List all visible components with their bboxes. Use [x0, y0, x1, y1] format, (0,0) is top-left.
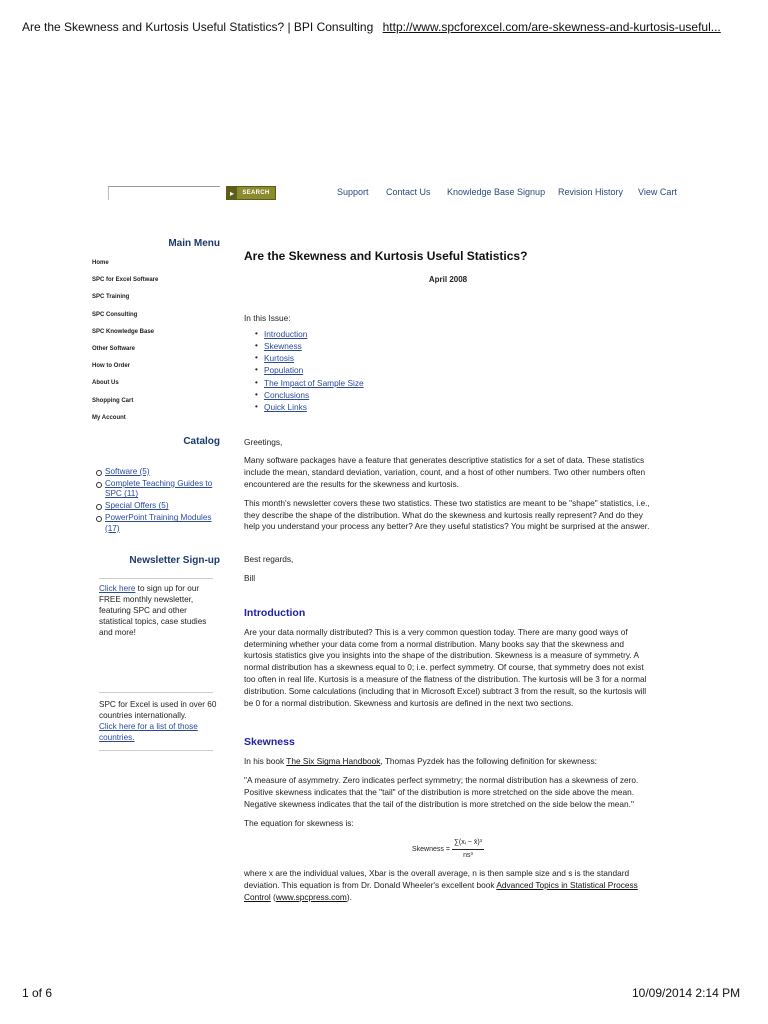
toc-link-population[interactable]: Population — [264, 365, 304, 376]
spcpress-link[interactable]: www.spcpress.com — [275, 891, 347, 902]
divider — [99, 692, 213, 693]
section-heading-skewness: Skewness — [244, 736, 295, 749]
equation-numerator: ∑(xᵢ − x̄)³ — [452, 837, 484, 850]
equation-denominator: ns³ — [463, 852, 473, 860]
menu-item-spc-training[interactable]: SPC Training — [92, 294, 130, 301]
menu-item-spc-software[interactable]: SPC for Excel Software — [92, 277, 159, 284]
article — [244, 248, 652, 903]
menu-item-shopping-cart[interactable]: Shopping Cart — [92, 397, 134, 404]
catalog-link-software[interactable]: Software (5) — [105, 466, 150, 476]
paragraph-intro-2: This month's newsletter covers these two statistics. These two statistics are meant to be "shape" statistics, i.e., they describe the shape of the distribution. What do the skewness and kurtosis really represent? And do they help you understand your process any better? Are they useful statistics? You might be surprised at the answer. — [244, 497, 650, 532]
toc-link-conclusions[interactable]: Conclusions — [264, 390, 310, 401]
list-item — [255, 328, 652, 340]
text-span: , Thomas Pyzdek has the following definition for skewness: — [380, 756, 597, 767]
menu-item-spc-consulting[interactable]: SPC Consulting — [92, 311, 138, 318]
menu-item-how-to-order[interactable]: How to Order — [92, 363, 131, 370]
paragraph-introduction: Are your data normally distributed? This is a very common question today. There are many good ways of determining whether your data come from a normal distribution. Many books say that the skewness and kurtosis statistics give you insights into the shape of the distribution. Skewness is a measure of symmetry. A normal distribution has a skewness equal to 0; i.e. perfect symmetry. Of course, that symmetry does not exist too often in real life. Kurtosis is a measure of the flatness of the distribution. The kurtosis will be 3 for a normal distribution. Some calculations (including that in Microsoft Excel) subtract 3 from the result, so the kurtosis will be 0 for a normal distribution. Skewness and kurtosis are defined in the next two sections. — [244, 626, 647, 708]
menu-item-my-account[interactable]: My Account — [92, 414, 126, 421]
text-span: In his book — [244, 756, 287, 767]
list-item — [255, 389, 652, 401]
catalog-list — [92, 467, 220, 535]
countries-text: SPC for Excel is used in over 60 countries internationally. — [99, 700, 217, 721]
menu-item-home[interactable]: Home — [92, 260, 109, 266]
catalog-link-teaching-guides[interactable]: Complete Teaching Guides to SPC (11) — [105, 478, 213, 499]
toc-link-quick-links[interactable]: Quick Links — [264, 402, 307, 413]
print-page-title: Are the Skewness and Kurtosis Useful Statistics? | BPI Consulting — [22, 20, 374, 34]
countries-paragraph — [99, 722, 220, 744]
arrow-right-icon: ▸ — [227, 187, 237, 199]
list-item — [255, 364, 652, 376]
text-span: where x are the individual values, Xbar is the overall average, n is then sample size and s is the standard deviation. This equation is from Dr. Donald Wheeler's excellent book — [244, 868, 630, 890]
book-link-six-sigma-handbook[interactable]: The Six Sigma Handbook — [286, 756, 381, 767]
list-item — [92, 501, 220, 512]
toc-link-sample-size[interactable]: The Impact of Sample Size — [264, 377, 364, 388]
equation-fraction — [452, 837, 484, 862]
article-date: April 2008 — [428, 275, 468, 284]
divider — [99, 578, 213, 579]
book-link-advanced-topics[interactable]: Advanced Topics in Statistical Process Control — [244, 879, 638, 902]
sidebar — [92, 238, 220, 751]
nav-link-contact-us[interactable]: Contact Us — [386, 187, 431, 197]
newsletter-heading: Newsletter Sign-up — [129, 555, 220, 567]
nav-link-support[interactable]: Support — [337, 187, 369, 197]
menu-item-other-software[interactable]: Other Software — [92, 345, 136, 352]
catalog-link-special-offers[interactable]: Special Offers (5) — [105, 501, 169, 511]
newsletter-text — [99, 584, 220, 638]
toc-label: In this Issue: — [244, 312, 291, 323]
search-button-label: SEARCH — [242, 190, 270, 196]
print-header — [22, 20, 762, 34]
article-title: Are the Skewness and Kurtosis Useful Statistics? — [244, 249, 528, 263]
skewness-quote: "A measure of asymmetry. Zero indicates perfect symmetry; the normal distribution has a skewness of zero. Positive skewness indicates that the "tail" of the distribution is more stretched on the side above the mean. Negative skewness indicates that the tail of the distribution is more stretched on the side below the mean." — [244, 775, 639, 809]
countries-list-link[interactable]: Click here for a list of those countries. — [99, 721, 198, 742]
paragraph-skewness-definition — [244, 756, 652, 768]
list-item — [255, 352, 652, 364]
main-menu-heading: Main Menu — [168, 238, 220, 249]
print-timestamp: 10/09/2014 2:14 PM — [632, 986, 741, 1000]
toc-link-kurtosis[interactable]: Kurtosis — [264, 353, 294, 364]
print-page-number: 1 of 6 — [22, 986, 53, 1000]
print-page-url[interactable]: http://www.spcforexcel.com/are-skewness-and-kurtosis-useful... — [382, 20, 721, 34]
list-item — [255, 401, 652, 413]
list-item — [255, 340, 652, 352]
search-input[interactable] — [108, 186, 220, 200]
nav-link-revision-history[interactable]: Revision History — [558, 187, 624, 197]
newsletter-signup-link[interactable]: Click here — [99, 584, 136, 594]
signature: Bill — [244, 573, 256, 584]
catalog-heading: Catalog — [183, 435, 220, 447]
search-button[interactable] — [226, 186, 276, 200]
list-item — [92, 513, 220, 534]
divider — [99, 750, 213, 751]
section-heading-introduction: Introduction — [244, 606, 306, 619]
paragraph-intro-1: Many software packages have a feature that generates descriptive statistics for a set of data. These statistics include the mean, standard deviation, variation, count, and a host of other numbers. Two other numbers often encountered are the results for the skewness and kurtosis. — [244, 455, 646, 490]
toc-link-skewness[interactable]: Skewness — [264, 340, 302, 351]
menu-item-about-us[interactable]: About Us — [92, 380, 119, 387]
list-item — [255, 377, 652, 389]
signoff: Best regards, — [244, 554, 294, 565]
table-of-contents — [255, 328, 652, 414]
nav-link-view-cart[interactable]: View Cart — [638, 187, 677, 197]
menu-item-knowledge-base[interactable]: SPC Knowledge Base — [92, 328, 155, 335]
catalog-link-powerpoint-modules[interactable]: PowerPoint Training Modules (17) — [105, 513, 212, 533]
skewness-equation — [244, 837, 652, 862]
main-menu — [92, 258, 220, 430]
text-span: ). — [346, 891, 352, 902]
equation-label: The equation for skewness is: — [244, 817, 354, 828]
nav-link-knowledge-base-signup[interactable]: Knowledge Base Signup — [447, 187, 546, 197]
equation-lhs: Skewness = — [412, 845, 450, 853]
list-item — [92, 479, 220, 500]
text-span: ( — [270, 891, 276, 902]
newsletter-description: to sign up for our FREE monthly newsletter, featuring SPC and other statistical topics, case studies and more! — [99, 584, 207, 637]
paragraph-skewness-source — [244, 868, 652, 903]
greeting: Greetings, — [244, 436, 283, 447]
toc-link-introduction[interactable]: Introduction — [264, 328, 308, 339]
list-item — [92, 467, 220, 478]
